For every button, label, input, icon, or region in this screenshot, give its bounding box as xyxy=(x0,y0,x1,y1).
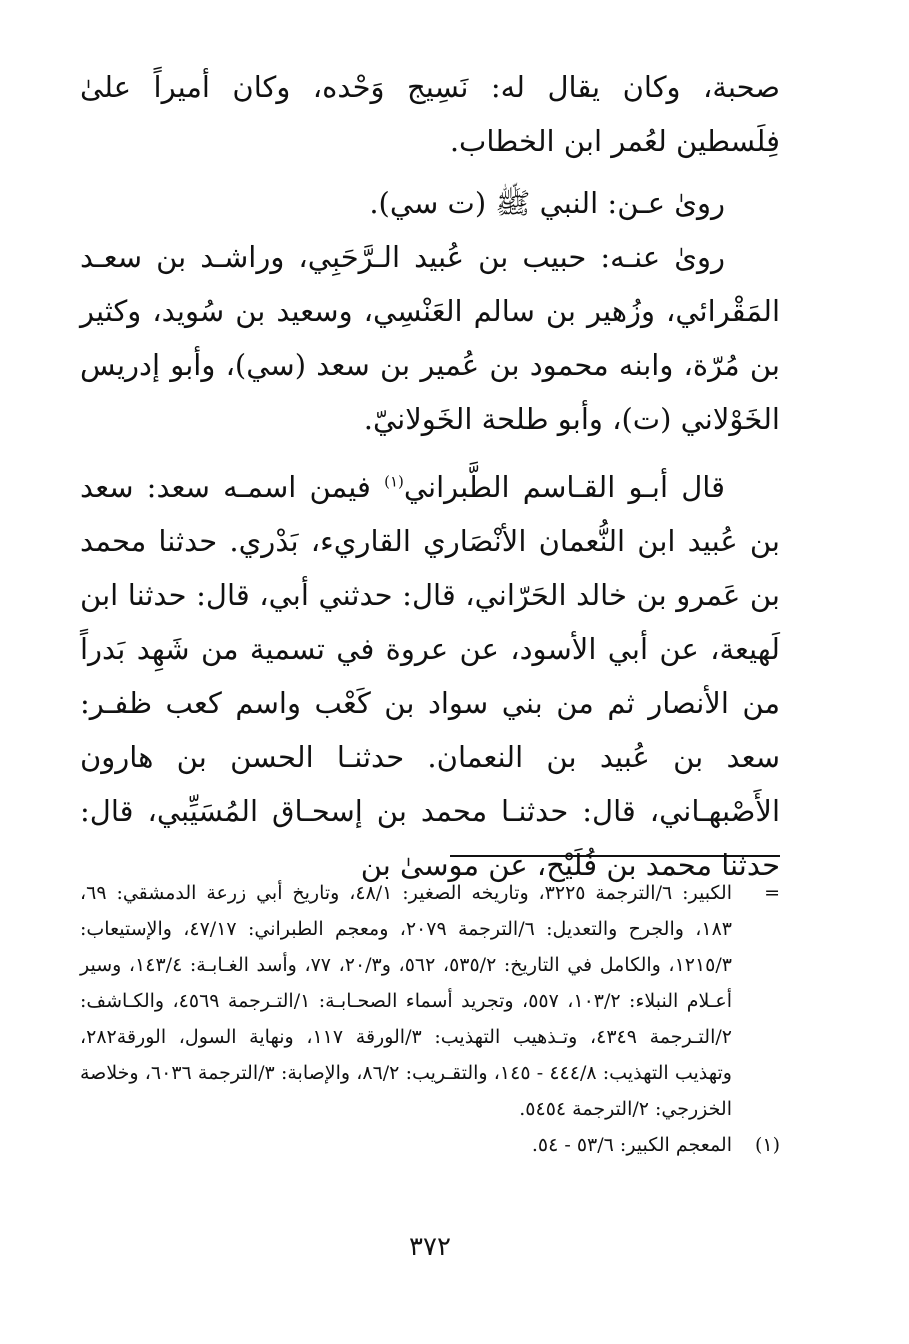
footnote-marker: = xyxy=(764,882,780,904)
paragraph-narrated-from: رویٰ عـن: النبي ﷺ (ت سي). xyxy=(369,186,725,220)
tabarani-quote-opening: قال أبـو القـاسم الطَّبراني xyxy=(403,470,725,504)
footnote-divider xyxy=(450,855,780,857)
tabarani-quote-text: فيمن اسمـه سعد: سعد بن عُبيد ابن النُّعمان الأنْصَاري القاريء، بَدْري. حدثنا محمد بن عَمرو بن خالد الحَرّاني، قال: حدثني أبي، قال: حدثنا ابن لَهيعة، عن أبي الأسود، عن عروة في تسمية من شَهِد بَدراً من الأنصار ثم من بني سواد بن كَعْب واسم كعب ظفـر: سعد بن عُبيد بن النعمان. حدثنـا الحسن بن هارون الأَصْبهـاني، قال: حدثنـا محمد بن إسحـاق المُسَيِّبي، قال: حدثنا محمد بن فُلَيْح، عن موسىٰ بن xyxy=(80,470,780,882)
footnote-text: المعجم الكبير: ٥٣/٦ - ٥٤. xyxy=(531,1134,732,1156)
page-number: ٣٧٢ xyxy=(409,1232,451,1262)
paragraph-biography-end: صحبة، وكان يقال له: نَسِيج وَحْده، وكان أميراً علىٰ فِلَسطين لعُمر ابن الخطاب. xyxy=(80,70,780,158)
paragraph-narrated-by: رویٰ عنـه: حبيب بن عُبيد الـرَّحَبِي، وراشـد بن سعـد المَقْرائي، وزُهير بن سالم العَنْسِي، وسعيد بن سُويد، وكثير بن مُرّة، وابنه محمود بن عُمير بن سعد (سي)، وأبو إدريس الخَوْلاني (ت)، وأبو طلحة الخَولانيّ. xyxy=(80,240,780,436)
footnote-1 xyxy=(80,1127,780,1163)
footnote-reference-1[interactable]: (١) xyxy=(384,472,404,491)
footnotes-section xyxy=(80,875,780,1163)
main-text-body xyxy=(80,60,780,892)
footnote-text: الكبير: ٦/الترجمة ٣٢٢٥، وتاريخه الصغير: ٤٨/١، وتاريخ أبي زرعة الدمشقي: ٦٩، ١٨٣، والجرح والتعديل: ٦/الترجمة ٢٠٧٩، ومعجم الطبراني: ٤٧/١٧، والإستيعاب: ١٢١٥/٣، والكامل في التاريخ: ٥٣٥/٢، ٥٦٢، و٢٠/٣، ٧٧، وأسد الغـابـة: ١٤٣/٤، وسير أعـلام النبلاء: ١٠٣/٢، ٥٥٧، وتجريد أسماء الصحـابـة: ١/التـرجمة ٤٥٦٩، والكـاشف: ٢/التـرجمة ٤٣٤٩، وتـذهيب التهذيب: ٣/الورقة ١١٧، ونهاية السول، الورقة٢٨٢، وتهذيب التهذيب: ٤٤٤/٨ - ١٤٥، والتقـريب: ٨٦/٢، والإصابة: ٣/الترجمة ٦٠٣٦، وخلاصة الخزرجي: ٢/الترجمة ٥٤٥٤. xyxy=(80,882,733,1120)
footnote-marker: (١) xyxy=(754,1134,780,1156)
paragraph-tabarani-quote xyxy=(80,460,780,892)
footnote-continuation xyxy=(80,875,780,1127)
book-page xyxy=(80,60,780,1300)
